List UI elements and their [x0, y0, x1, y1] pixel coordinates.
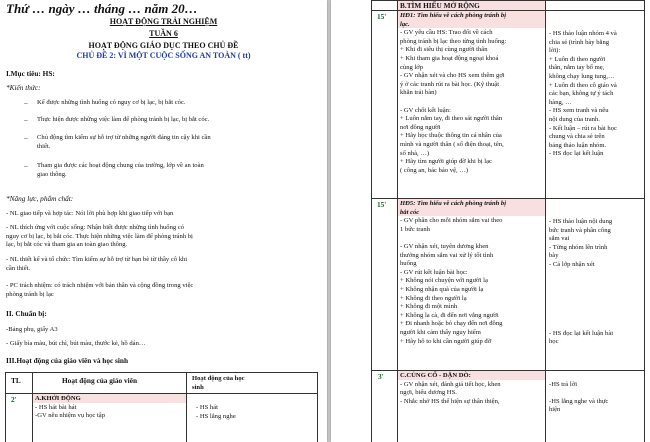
date-line: Thứ … ngày … tháng … năm 20…	[6, 1, 198, 16]
table-header-time: TL	[11, 376, 21, 385]
lesson-title: HOẠT ĐỘNG TRẢI NGHIỆM	[109, 17, 218, 26]
row-teacher-activity: C.CỦNG CỐ - DẶN DÒ: - GV nhận xét, đánh giá tiết học, khen ngợi, biểu dương HS. - Nhắc nhở HS thể hiện sự thân thiện,	[400, 372, 501, 405]
competence-item: - NL thích ứng với cuộc sống: Nhận biết được những tình huống có nguy cơ bị lạc, bị bắt cóc. Thực hiện những việc làm để phòng tránh bị lạc, bị bắt cóc và tham gia an toàn giao thông.	[6, 224, 193, 249]
right-document-page	[331, 0, 650, 442]
activities-heading: III.Hoạt động của giáo viên và học sinh	[6, 356, 129, 365]
bullet-icon: –	[24, 133, 28, 142]
row-student-activity: - HS hát - HS lắng nghe	[196, 404, 236, 420]
row-teacher-activity: HĐ1: Tìm hiểu về cách phòng tránh bị lạc. - GV yêu cầu HS: Trao đổi về cách phòng tránh bị lạc theo từng tình huống: + Khi đi siêu thị cùng người thân + Khi tham gia hoạt động ngoại khoá cùng lớp - GV nhận xét và cho HS xem thêm gợi ý ở các tranh rút ra bài học. (Kỹ thuật khăn trải bàn) - GV chốt kết luận: + Luôn nắm tay, đi theo sát người thân nơi đông người + Hãy học thuộc thông tin cá nhân của mình và người thân ( số điện thoại, tên, số nhà, …) + Hãy tìm người giúp đỡ khi bị lạc ( công an, bác bảo vệ, …)	[400, 12, 507, 174]
knowledge-item: Chủ động tìm kiếm sự hỗ trợ từ những người đáng tin cậy khi cần thiết.	[37, 134, 211, 150]
prep-item: - Giấy bìa màu, bút chì, bút màu, thước kẻ, hồ dán…	[6, 340, 146, 347]
knowledge-item: Tham gia được các hoạt động chung của trường, lớp về an toàn giao thông.	[37, 162, 204, 178]
objectives-heading: I.Mục tiêu: HS:	[6, 69, 55, 78]
prep-heading: II. Chuẩn bị:	[6, 309, 47, 318]
bullet-icon: –	[24, 98, 28, 107]
competence-item: - NL giao tiếp và hợp tác: Nói lời phù hợp khi giao tiếp với bạn	[6, 210, 174, 217]
row-student-activity: - HS thảo luận nhóm 4 và chia sẻ (trình bày bằng lời): + Luôn đi theo người thân, nắm tay bố mẹ, không chạy lung tung,… + Luôn đi theo cô giáo và các bạn, không tự ý tách hàng, … - HS xem tranh và nêu nội dung của tranh. - Kết luận – rút ra bài học chung và chia sẻ trên bảng thảo luận nhóm. - HS đọc lại kết luận	[549, 30, 617, 158]
knowledge-heading: *Kiến thức:	[6, 83, 41, 92]
table-header-teacher: Hoạt động của giáo viên	[62, 376, 138, 385]
competence-heading: *Năng lực, phẩm chất:	[6, 194, 74, 203]
row-student-activity: - HS thảo luận nội dung bức tranh và phân công sắm vai - Từng nhóm lên trình bày - Cả lớp nhận xét - HS đọc lại kết luận bài học	[549, 218, 614, 346]
bullet-icon: –	[24, 115, 28, 124]
row-time: 3'	[378, 372, 384, 381]
row-time: 15'	[377, 12, 387, 21]
knowledge-item: Kể được những tình huống có nguy cơ bị lạc, bị bắt cóc.	[37, 99, 186, 106]
row-teacher-activity: A.KHỞI ĐỘNG - HS hát bài hát -GV nêu nhiệm vụ học tập	[35, 395, 106, 420]
prep-item: -Bảng phụ, giấy A3	[6, 326, 58, 333]
competence-item: - NL thiết kế và tổ chức: Tìm kiếm sự hỗ trợ từ bạn bè từ thầy cô khi cần thiết.	[6, 256, 188, 272]
week-label: TUẦN 6	[149, 29, 178, 38]
table-header-student: Hoạt động của học sinh	[192, 375, 245, 391]
row-time: 15'	[377, 200, 387, 209]
knowledge-item: Thực hiện được những việc làm để phòng tránh bị lạc, bị bắt cóc.	[37, 116, 210, 123]
row-time: 2'	[11, 395, 17, 404]
row-student-activity: -HS trả lời -HS lắng nghe và thực hiện	[549, 380, 609, 414]
subject-title: HOẠT ĐỘNG GIÁO DỤC THEO CHỦ ĐỀ	[88, 41, 239, 50]
bullet-icon: –	[24, 161, 28, 170]
competence-item: - PC trách nhiệm: có trách nhiệm với bản thân và cộng đồng trong việc phòng tránh bị lạc	[6, 282, 194, 298]
row-teacher-activity: HĐ5: Tìm hiểu về cách phòng tránh bị bắt cóc - GV phân cho mỗi nhóm sắm vai theo 1 bức tranh - GV nhận xét, tuyên dương khen thưởng nhóm sắm vai xử lý tốt tình huống - GV rút kết luận bài học: + Không nói chuyện với người lạ + Không nhận quà của người lạ + Không đi theo người lạ + Không đi một mình + Không la cà, đi đến nơi vắng người + Đi nhanh hoặc bỏ chạy đến nơi đông người khi cảm thấy nguy hiểm + Hãy hô to khi cần người giúp đỡ	[400, 200, 507, 345]
topic-title: CHỦ ĐỀ 2: VÌ MỘT CUỘC SỐNG AN TOÀN ( tt)	[76, 51, 251, 60]
section-b-title: B.TÌM HIỂU MỞ RỘNG	[400, 1, 480, 10]
